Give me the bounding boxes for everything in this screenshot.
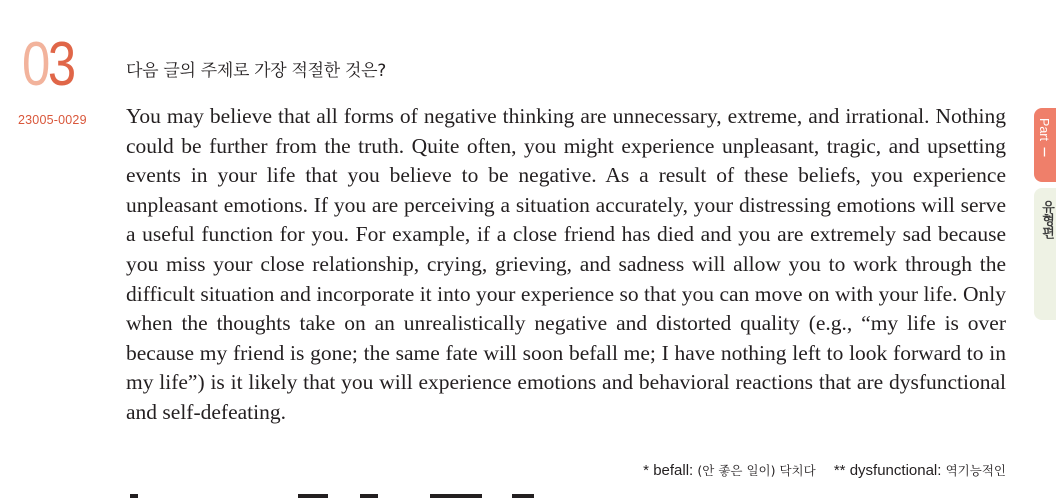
- question-number-digit-0: 0: [22, 30, 48, 99]
- footnotes: [643, 461, 1006, 479]
- side-tab-type: [1034, 188, 1056, 320]
- footnote-gloss: (안 좋은 일이) 닥치다: [697, 463, 816, 478]
- side-tab-part: [1034, 108, 1056, 182]
- reading-passage: You may believe that all forms of negative thinking are unnecessary, extreme, and irrational. Nothing could be further from the truth. Quite often, you might experience unpleasant, tragic, and upsetting events in your life that you believe to be negative. As a result of these beliefs, you experience unpleasant emotions. If you are perceiving a situation accurately, your distressing emotions will serve a useful function for you. For example, if a close friend has died and you are extremely sad because you miss your close relationship, crying, grieving, and sadness will allow you to work through the difficult situation and incorporate it into your experience so that you can move on with your life. Only when the thoughts take on an unrealistically negative and distorted quality (e.g., “my life is over because my friend is gone; the same fate will soon befall me; I have nothing left to look forward to in my life”) is it likely that you will experience emotions and behavioral reactions that are dysfunctional and self-defeating.: [126, 104, 1006, 424]
- question-code: 23005-0029: [18, 113, 87, 127]
- footnote-befall: [643, 462, 820, 479]
- cut-off-text-line: [130, 493, 550, 498]
- side-tab-part-label: Part Ⅰ: [1037, 118, 1051, 160]
- footnote-term: befall:: [653, 462, 694, 479]
- question-prompt: 다음 글의 주제로 가장 적절한 것은?: [126, 61, 386, 81]
- footnote-gloss: 역기능적인: [945, 463, 1006, 478]
- footnote-dysfunctional: [834, 462, 1006, 479]
- question-number-digit-3: 3: [47, 30, 74, 99]
- footnote-mark: **: [833, 462, 846, 479]
- footnote-mark: *: [643, 462, 650, 479]
- side-tab-type-label: 유형편: [1039, 200, 1054, 239]
- footnote-term: dysfunctional:: [849, 462, 942, 479]
- question-number: [22, 30, 74, 99]
